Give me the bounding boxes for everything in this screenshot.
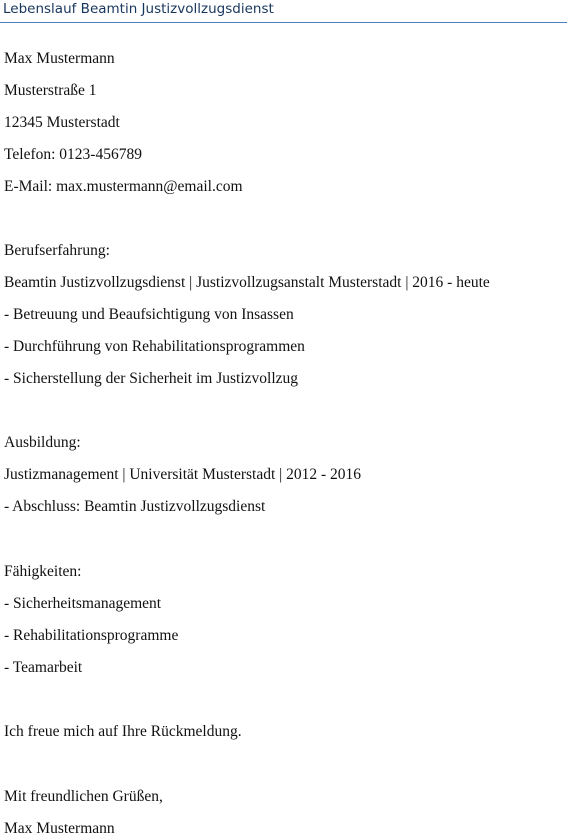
education-degree: Justizmanagement | Universität Musterstadt | 2012 - 2016 (4, 466, 362, 483)
contact-email: E-Mail: max.mustermann@email.com (4, 178, 243, 195)
document-header (0, 0, 567, 23)
list-item: - Durchführung von Rehabilitationsprogrammen (4, 338, 305, 355)
closing-text: Ich freue mich auf Ihre Rückmeldung. (4, 723, 242, 740)
list-item: - Teamarbeit (4, 659, 83, 676)
list-item: - Sicherstellung der Sicherheit im Justizvollzug (4, 370, 299, 387)
document-title: Lebenslauf Beamtin Justizvollzugsdienst (3, 1, 274, 17)
contact-name: Max Mustermann (4, 50, 115, 67)
experience-heading: Berufserfahrung: (4, 242, 110, 259)
list-item: - Sicherheitsmanagement (4, 595, 162, 612)
skills-heading: Fähigkeiten: (4, 563, 82, 580)
list-item: - Rehabilitationsprogramme (4, 627, 179, 644)
contact-phone: Telefon: 0123-456789 (4, 146, 142, 163)
list-item: - Betreuung und Beaufsichtigung von Insassen (4, 306, 294, 323)
contact-street: Musterstraße 1 (4, 82, 97, 99)
closing-greeting: Mit freundlichen Grüßen, (4, 788, 163, 805)
list-item: - Abschluss: Beamtin Justizvollzugsdienst (4, 498, 266, 515)
signature-name: Max Mustermann (4, 820, 115, 837)
education-heading: Ausbildung: (4, 434, 81, 451)
experience-position: Beamtin Justizvollzugsdienst | Justizvollzugsanstalt Musterstadt | 2016 - heute (4, 274, 490, 291)
contact-city: 12345 Musterstadt (4, 114, 120, 131)
